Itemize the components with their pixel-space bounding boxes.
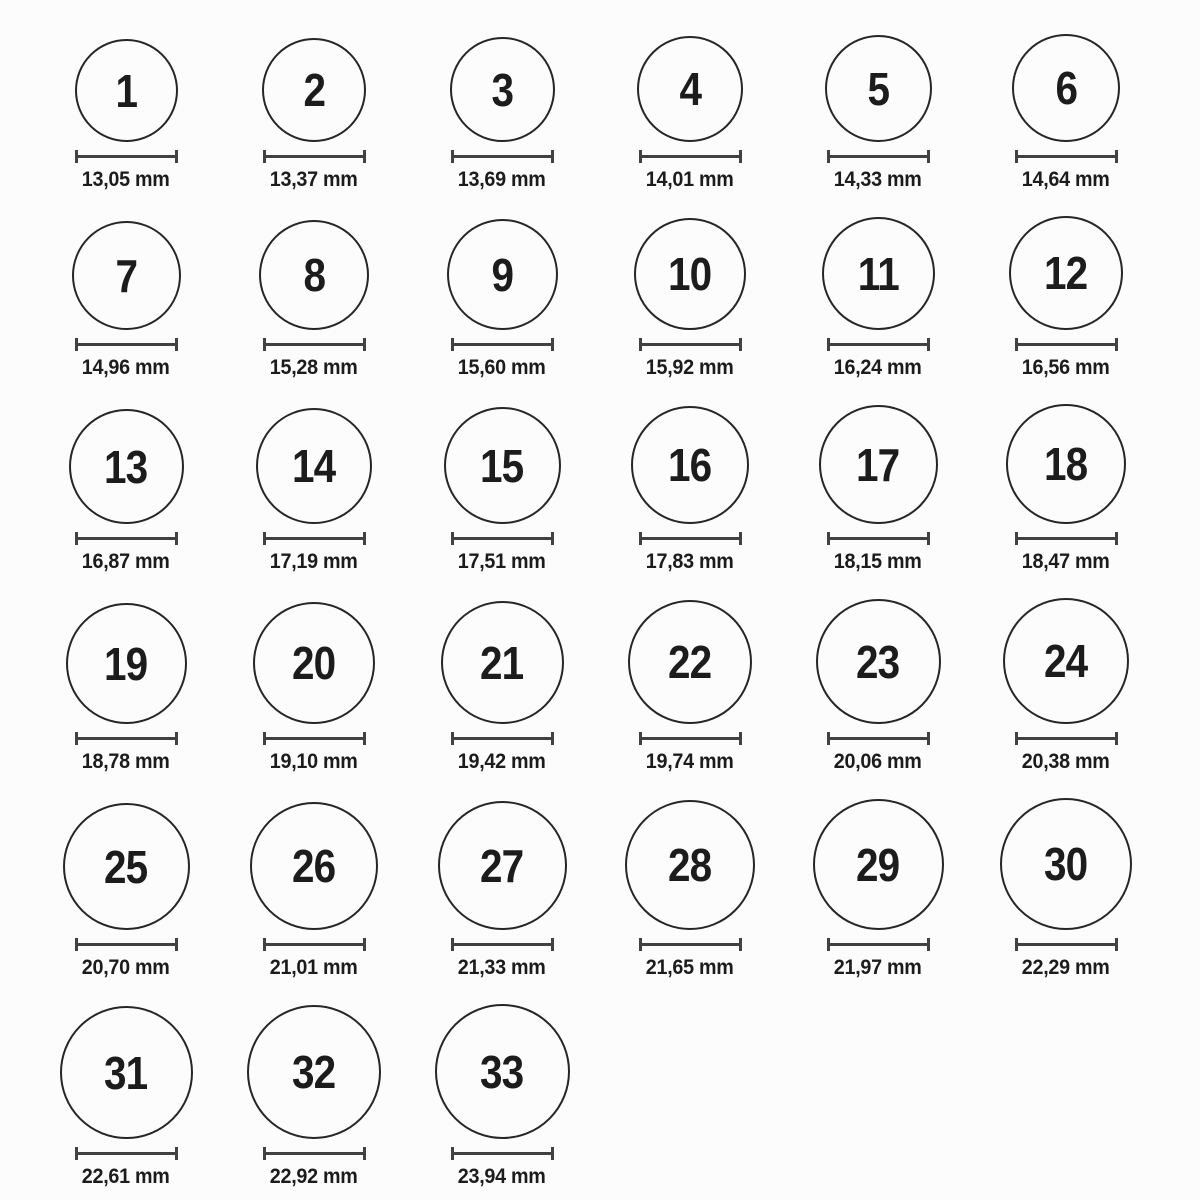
ring-size-number: 19 (104, 637, 148, 690)
ring-size-item (220, 802, 408, 980)
measure-bar (451, 737, 554, 740)
ring-size-circle (1009, 216, 1123, 330)
measure-bar (75, 943, 178, 946)
ring-size-number: 1 (115, 64, 137, 117)
ring-size-item (32, 1006, 220, 1189)
ring-size-item (972, 404, 1160, 574)
measure-bar (827, 155, 930, 158)
measure-tick-right-icon (739, 732, 742, 745)
diameter-label: 14,64 mm (1022, 168, 1110, 191)
diameter-measure-line (263, 938, 366, 951)
measure-tick-right-icon (739, 938, 742, 951)
ring-size-circle (63, 803, 190, 930)
ring-size-item (784, 217, 972, 380)
ring-size-number: 18 (1044, 438, 1088, 490)
ring-size-row (32, 34, 1200, 192)
measure-tick-right-icon (363, 732, 366, 745)
ring-size-circle (60, 1006, 193, 1139)
diameter-measure-line (639, 938, 742, 951)
measure-bar (1015, 155, 1118, 158)
ring-size-circle (634, 218, 746, 330)
measure-tick-right-icon (551, 532, 554, 545)
diameter-measure-line (1015, 532, 1118, 545)
diameter-label: 16,87 mm (82, 550, 170, 573)
diameter-label: 18,47 mm (1022, 550, 1110, 573)
ring-size-item (596, 36, 784, 192)
diameter-measure-line (639, 732, 742, 745)
ring-size-number: 8 (303, 249, 325, 301)
ring-size-circle (75, 39, 178, 142)
ring-size-circle (825, 35, 932, 142)
measure-tick-right-icon (551, 150, 554, 163)
diameter-label: 16,56 mm (1022, 356, 1110, 379)
measure-tick-right-icon (175, 732, 178, 745)
ring-size-circle (262, 38, 366, 142)
ring-size-number: 29 (856, 838, 900, 891)
ring-size-circle (822, 217, 935, 330)
ring-size-number: 17 (856, 438, 900, 491)
diameter-measure-line (263, 532, 366, 545)
diameter-label: 22,61 mm (82, 1165, 170, 1188)
ring-size-item (972, 216, 1160, 380)
diameter-label: 15,92 mm (646, 356, 734, 379)
diameter-measure-line (451, 1147, 554, 1160)
measure-bar (827, 737, 930, 740)
diameter-measure-line (451, 532, 554, 545)
measure-bar (639, 155, 742, 158)
diameter-measure-line (1015, 338, 1118, 351)
diameter-measure-line (451, 150, 554, 163)
diameter-label: 14,96 mm (82, 356, 170, 379)
ring-size-number: 31 (104, 1046, 148, 1099)
ring-size-number: 9 (491, 248, 513, 301)
diameter-label: 19,42 mm (458, 750, 546, 773)
diameter-measure-line (827, 338, 930, 351)
measure-tick-right-icon (175, 338, 178, 351)
diameter-measure-line (263, 1147, 366, 1160)
ring-size-item (32, 603, 220, 774)
diameter-label: 17,19 mm (270, 550, 358, 573)
measure-bar (1015, 737, 1118, 740)
diameter-label: 18,78 mm (82, 750, 170, 773)
ring-size-item (408, 407, 596, 574)
measure-tick-right-icon (1115, 338, 1118, 351)
ring-size-item (32, 221, 220, 380)
measure-tick-right-icon (927, 150, 930, 163)
diameter-label: 15,60 mm (458, 356, 546, 379)
measure-tick-right-icon (551, 732, 554, 745)
ring-size-circle (625, 800, 755, 930)
ring-size-item (408, 37, 596, 192)
ring-size-item (596, 218, 784, 380)
ring-size-circle (447, 219, 558, 330)
measure-tick-right-icon (363, 338, 366, 351)
ring-size-row (32, 216, 1200, 380)
ring-size-number: 3 (491, 63, 513, 116)
diameter-label: 20,06 mm (834, 750, 922, 773)
measure-tick-right-icon (927, 532, 930, 545)
measure-bar (75, 155, 178, 158)
ring-size-circle (69, 409, 184, 524)
ring-size-number: 30 (1044, 838, 1088, 890)
diameter-measure-line (639, 150, 742, 163)
ring-size-number: 20 (292, 637, 336, 689)
diameter-measure-line (639, 532, 742, 545)
ring-size-number: 16 (668, 439, 712, 491)
measure-bar (827, 943, 930, 946)
ring-size-circle (438, 801, 567, 930)
ring-size-circle (66, 603, 187, 724)
diameter-label: 15,28 mm (270, 356, 358, 379)
ring-size-number: 25 (104, 840, 148, 893)
diameter-label: 13,69 mm (458, 168, 546, 191)
measure-tick-right-icon (927, 338, 930, 351)
ring-size-circle (72, 221, 181, 330)
ring-size-circle (444, 407, 561, 524)
ring-size-circle (1000, 798, 1132, 930)
diameter-measure-line (263, 338, 366, 351)
measure-bar (451, 537, 554, 540)
diameter-label: 14,33 mm (834, 168, 922, 191)
diameter-label: 21,65 mm (646, 956, 734, 979)
ring-size-number: 12 (1044, 247, 1088, 299)
ring-size-number: 14 (292, 440, 336, 492)
ring-size-item (220, 38, 408, 192)
diameter-measure-line (75, 532, 178, 545)
ring-size-circle (813, 799, 944, 930)
ring-size-item (408, 601, 596, 774)
diameter-measure-line (75, 338, 178, 351)
measure-bar (827, 343, 930, 346)
measure-bar (75, 537, 178, 540)
ring-size-number: 10 (668, 248, 712, 300)
diameter-label: 21,33 mm (458, 956, 546, 979)
measure-bar (75, 1152, 178, 1155)
diameter-label: 14,01 mm (646, 168, 734, 191)
measure-bar (827, 537, 930, 540)
measure-bar (263, 943, 366, 946)
measure-bar (639, 343, 742, 346)
ring-size-circle (435, 1004, 570, 1139)
measure-bar (263, 343, 366, 346)
diameter-label: 22,92 mm (270, 1165, 358, 1188)
diameter-label: 21,97 mm (834, 956, 922, 979)
diameter-label: 13,37 mm (270, 168, 358, 191)
measure-tick-right-icon (1115, 150, 1118, 163)
ring-size-item (220, 1005, 408, 1189)
measure-bar (263, 1152, 366, 1155)
measure-tick-right-icon (1115, 732, 1118, 745)
diameter-label: 17,83 mm (646, 550, 734, 573)
diameter-measure-line (1015, 938, 1118, 951)
measure-tick-right-icon (739, 338, 742, 351)
ring-size-number: 4 (679, 63, 701, 115)
ring-size-item (220, 602, 408, 774)
ring-size-number: 28 (668, 839, 712, 891)
ring-size-number: 13 (104, 440, 148, 493)
ring-size-number: 22 (668, 636, 712, 688)
measure-tick-right-icon (927, 732, 930, 745)
measure-tick-right-icon (1115, 938, 1118, 951)
measure-tick-right-icon (363, 938, 366, 951)
measure-tick-right-icon (551, 1147, 554, 1160)
measure-bar (639, 737, 742, 740)
measure-tick-right-icon (175, 532, 178, 545)
diameter-measure-line (827, 732, 930, 745)
ring-size-circle (631, 406, 749, 524)
measure-bar (263, 155, 366, 158)
diameter-measure-line (827, 150, 930, 163)
ring-size-row (32, 598, 1200, 774)
ring-size-number: 23 (856, 635, 900, 688)
ring-size-row (32, 798, 1200, 980)
ring-size-number: 6 (1055, 62, 1077, 114)
measure-tick-right-icon (175, 938, 178, 951)
ring-size-item (784, 35, 972, 192)
diameter-label: 13,05 mm (82, 168, 170, 191)
ring-size-circle (637, 36, 743, 142)
measure-bar (1015, 943, 1118, 946)
measure-bar (639, 943, 742, 946)
measure-bar (451, 1152, 554, 1155)
diameter-label: 20,38 mm (1022, 750, 1110, 773)
measure-tick-right-icon (175, 150, 178, 163)
diameter-measure-line (75, 1147, 178, 1160)
ring-size-circle (819, 405, 938, 524)
measure-tick-right-icon (363, 150, 366, 163)
diameter-label: 19,10 mm (270, 750, 358, 773)
diameter-measure-line (75, 938, 178, 951)
ring-size-number: 33 (480, 1045, 524, 1098)
ring-size-circle (628, 600, 752, 724)
diameter-measure-line (639, 338, 742, 351)
measure-bar (263, 537, 366, 540)
diameter-label: 22,29 mm (1022, 956, 1110, 979)
ring-size-item (596, 600, 784, 774)
diameter-label: 19,74 mm (646, 750, 734, 773)
ring-size-item (972, 598, 1160, 774)
measure-bar (639, 537, 742, 540)
ring-size-item (596, 406, 784, 574)
diameter-measure-line (263, 150, 366, 163)
ring-size-circle (247, 1005, 381, 1139)
ring-size-item (972, 798, 1160, 980)
ring-size-circle (259, 220, 369, 330)
diameter-measure-line (75, 150, 178, 163)
ring-size-item (784, 799, 972, 980)
measure-tick-right-icon (927, 938, 930, 951)
measure-tick-right-icon (739, 532, 742, 545)
diameter-measure-line (451, 338, 554, 351)
ring-size-number: 27 (480, 839, 524, 892)
diameter-measure-line (451, 732, 554, 745)
ring-size-circle (253, 602, 375, 724)
ring-size-circle (1012, 34, 1120, 142)
ring-size-item (408, 1004, 596, 1189)
measure-bar (451, 343, 554, 346)
ring-size-number: 32 (292, 1046, 336, 1098)
diameter-measure-line (263, 732, 366, 745)
diameter-label: 21,01 mm (270, 956, 358, 979)
diameter-measure-line (451, 938, 554, 951)
ring-size-number: 24 (1044, 635, 1088, 687)
ring-size-number: 15 (480, 439, 524, 492)
measure-bar (451, 943, 554, 946)
ring-size-number: 26 (292, 840, 336, 892)
ring-size-item (784, 405, 972, 574)
ring-size-circle (1006, 404, 1126, 524)
ring-size-number: 5 (867, 62, 889, 115)
ring-size-item (784, 599, 972, 774)
ring-size-circle (256, 408, 372, 524)
measure-bar (263, 737, 366, 740)
ring-size-circle (250, 802, 378, 930)
diameter-measure-line (827, 532, 930, 545)
ring-size-item (220, 220, 408, 380)
measure-tick-right-icon (739, 150, 742, 163)
ring-size-item (408, 801, 596, 980)
diameter-measure-line (75, 732, 178, 745)
measure-tick-right-icon (363, 532, 366, 545)
measure-tick-right-icon (363, 1147, 366, 1160)
diameter-label: 18,15 mm (834, 550, 922, 573)
measure-bar (1015, 537, 1118, 540)
ring-size-row (32, 1004, 1200, 1189)
diameter-label: 23,94 mm (458, 1165, 546, 1188)
diameter-measure-line (827, 938, 930, 951)
ring-size-item (408, 219, 596, 380)
diameter-measure-line (1015, 732, 1118, 745)
ring-size-circle (450, 37, 555, 142)
ring-size-item (596, 800, 784, 980)
ring-size-item (32, 409, 220, 574)
measure-bar (75, 343, 178, 346)
ring-size-item (32, 803, 220, 980)
ring-size-row (32, 404, 1200, 574)
diameter-label: 16,24 mm (834, 356, 922, 379)
ring-size-number: 2 (303, 64, 325, 116)
measure-tick-right-icon (1115, 532, 1118, 545)
ring-size-item (972, 34, 1160, 192)
diameter-measure-line (1015, 150, 1118, 163)
ring-size-item (32, 39, 220, 192)
ring-size-number: 11 (857, 247, 899, 300)
ring-size-item (220, 408, 408, 574)
measure-tick-right-icon (175, 1147, 178, 1160)
ring-size-number: 21 (480, 636, 524, 689)
ring-size-circle (1003, 598, 1129, 724)
ring-size-circle (816, 599, 941, 724)
measure-bar (451, 155, 554, 158)
ring-size-number: 7 (115, 249, 137, 302)
diameter-label: 17,51 mm (458, 550, 546, 573)
measure-tick-right-icon (551, 338, 554, 351)
measure-tick-right-icon (551, 938, 554, 951)
ring-size-circle (441, 601, 564, 724)
measure-bar (1015, 343, 1118, 346)
measure-bar (75, 737, 178, 740)
diameter-label: 20,70 mm (82, 956, 170, 979)
